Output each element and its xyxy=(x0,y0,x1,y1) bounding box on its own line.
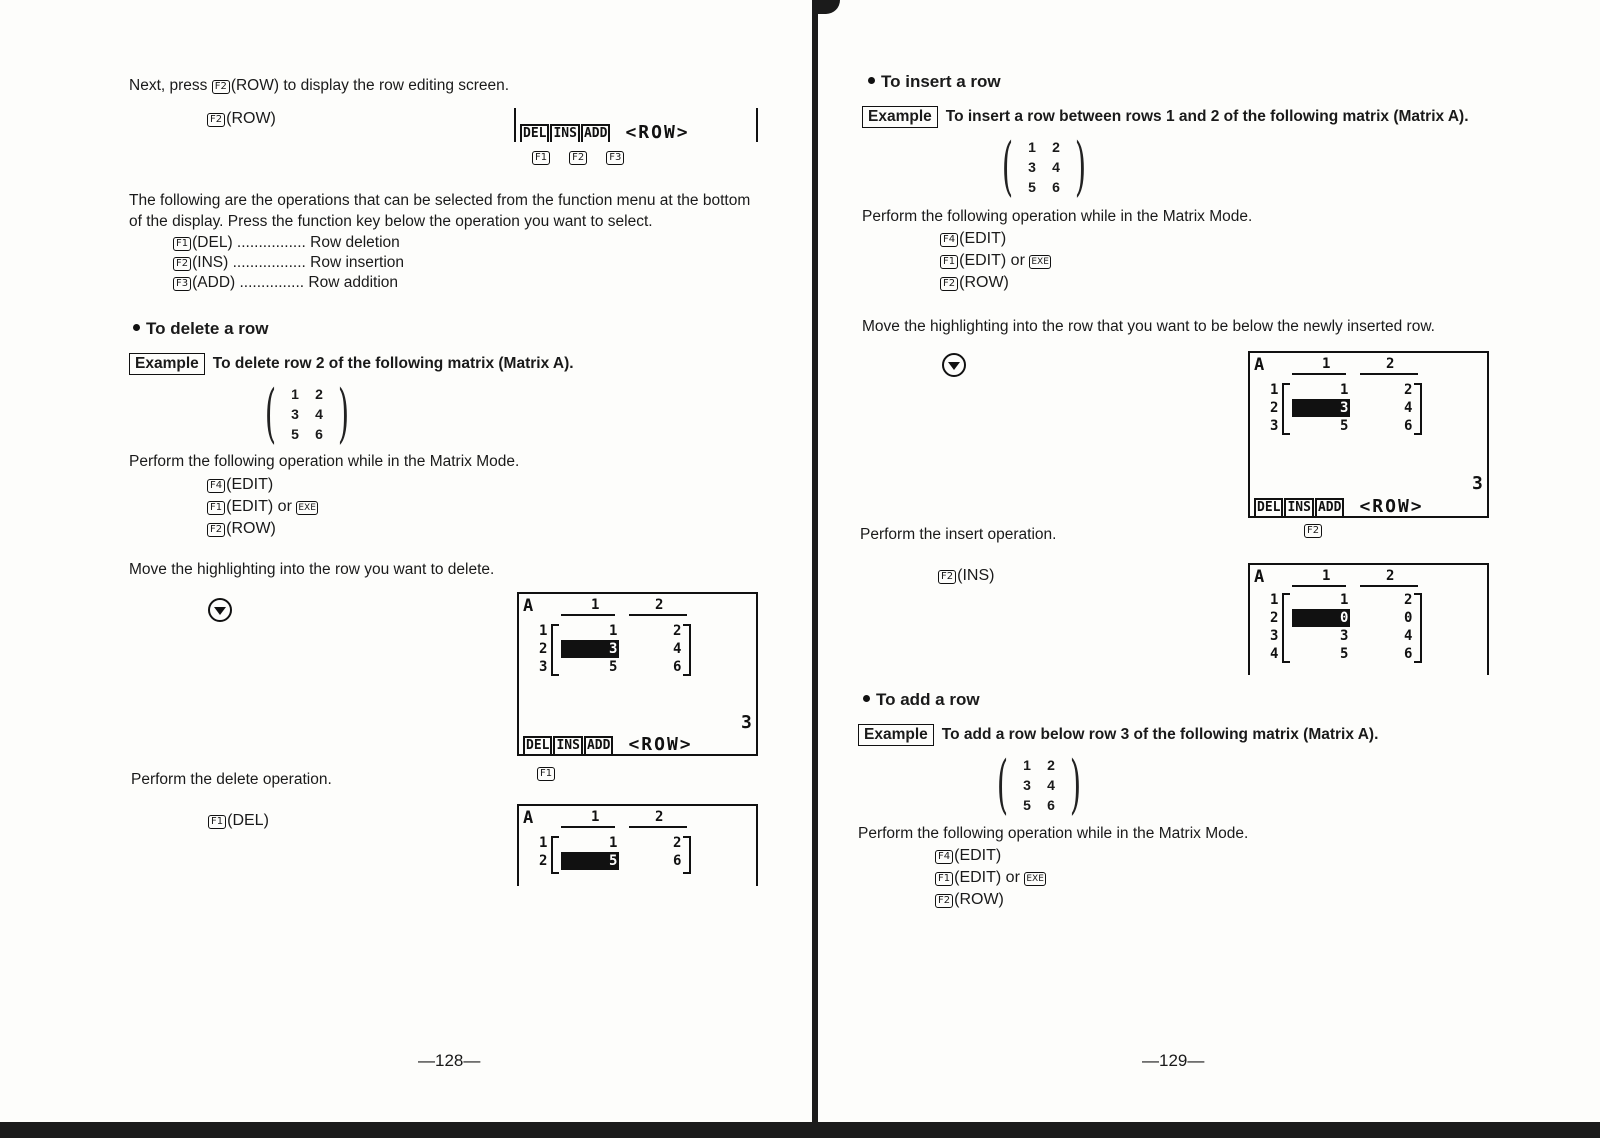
col-header: 1 xyxy=(591,809,600,825)
cell-value: 2 xyxy=(673,835,682,851)
matrix-grid xyxy=(1015,755,1063,815)
menu-tab-del[interactable]: DEL xyxy=(520,124,549,142)
intro-line xyxy=(129,76,509,96)
row-menu xyxy=(523,736,693,754)
example-text: To delete row 2 of the following matrix (Matrix A). xyxy=(212,355,574,372)
bullet-icon xyxy=(133,324,140,331)
matrix-grid xyxy=(1020,137,1068,197)
add-row-heading xyxy=(863,690,980,710)
menu-tab-ins[interactable]: INS xyxy=(553,736,582,754)
f4-key-icon: F4 xyxy=(940,233,958,247)
matrix-screen-after-insert xyxy=(1248,563,1489,675)
cell-value: 5 xyxy=(1340,646,1349,662)
op-row-add xyxy=(173,273,404,293)
row-header: 1 xyxy=(539,835,548,851)
example-label: Example xyxy=(862,106,938,128)
right-paren: ) xyxy=(1069,748,1082,822)
step-label: (ROW) xyxy=(226,520,276,537)
menu-tab-del[interactable]: DEL xyxy=(523,736,552,754)
f1-key-icon: F1 xyxy=(940,255,958,269)
step-edit-or-exe xyxy=(207,496,319,518)
matrix-a xyxy=(258,377,356,451)
matrix-cell: 4 xyxy=(1047,777,1055,793)
col-underline xyxy=(1360,373,1418,375)
step-label: (EDIT) xyxy=(226,476,274,493)
matrix-cell: 3 xyxy=(1023,777,1031,793)
col-header: 2 xyxy=(1386,568,1395,584)
step-label: (DEL) xyxy=(227,812,269,829)
matrix-name: A xyxy=(1254,567,1265,587)
example-label: Example xyxy=(858,724,934,746)
step-edit xyxy=(935,845,1047,867)
f4-key-icon: F4 xyxy=(935,850,953,864)
book-spine xyxy=(812,0,818,1138)
step-label: (INS) xyxy=(957,567,995,584)
f2-key-icon: F2 xyxy=(207,523,225,537)
example-text: To insert a row between rows 1 and 2 of the following matrix (Matrix A). xyxy=(945,108,1469,125)
perform-instruction-add: Perform the following operation while in the Matrix Mode. xyxy=(858,825,1249,842)
col-header: 1 xyxy=(1322,356,1331,372)
step-label: (ROW) xyxy=(959,274,1009,291)
f2-key-icon: F2 xyxy=(212,80,230,94)
step-label: (EDIT) xyxy=(959,230,1007,247)
bullet-icon xyxy=(863,695,870,702)
perform-insert-instruction: Perform the insert operation. xyxy=(860,526,1057,543)
matrix-cell: 1 xyxy=(1023,757,1031,773)
matrix-cell: 5 xyxy=(1028,179,1036,195)
insert-example xyxy=(862,106,1469,128)
f3-key-icon: F3 xyxy=(173,277,191,291)
matrix-screen-before-insert xyxy=(1248,351,1489,518)
operations-paragraph: The following are the operations that can be selected from the function menu at the bottom of the display. Press the function key below the operation you want to select. xyxy=(129,192,751,230)
cell-value: 2 xyxy=(673,623,682,639)
page-number-right: —129— xyxy=(1142,1051,1205,1070)
f4-key-icon: F4 xyxy=(207,479,225,493)
row-header: 2 xyxy=(539,641,548,657)
row-header: 2 xyxy=(539,853,548,869)
op-label: (DEL) xyxy=(192,234,233,251)
col-underline xyxy=(561,614,615,616)
right-paren: ) xyxy=(1074,130,1087,204)
edit-steps xyxy=(207,474,319,540)
edit-steps-add xyxy=(935,845,1047,911)
bracket-right xyxy=(683,624,691,676)
menu-tab-add[interactable]: ADD xyxy=(584,736,613,754)
menu-tab-ins[interactable]: INS xyxy=(1284,498,1313,516)
matrix-cell: 6 xyxy=(1052,179,1060,195)
operations-list xyxy=(173,233,404,293)
cursor-down-key-icon xyxy=(208,598,232,622)
f1-key-icon: F1 xyxy=(173,237,191,251)
move-instruction: Move the highlighting into the row you want to delete. xyxy=(129,561,495,578)
cell-value: 0 xyxy=(1404,610,1413,626)
row-header: 1 xyxy=(1270,382,1279,398)
row-header: 3 xyxy=(1270,628,1279,644)
menu-title: <ROW> xyxy=(1359,496,1424,517)
f2-key-icon: F2 xyxy=(207,113,225,127)
step-label: (EDIT) or xyxy=(954,869,1020,886)
op-desc: Row addition xyxy=(308,274,399,291)
op-dots: ................ xyxy=(232,234,306,251)
cell-value: 6 xyxy=(1404,418,1413,434)
bracket-right xyxy=(683,836,691,874)
step-row xyxy=(207,108,276,130)
edit-steps xyxy=(940,228,1052,294)
cell-value: 5 xyxy=(1340,418,1349,434)
cell-value: 6 xyxy=(1404,646,1413,662)
f2-key-icon: F2 xyxy=(940,277,958,291)
step-edit xyxy=(207,474,319,496)
row-header: 4 xyxy=(1270,646,1279,662)
matrix-cell: 2 xyxy=(1052,139,1060,155)
cursor-down-key-icon xyxy=(942,353,966,377)
row-header: 1 xyxy=(1270,592,1279,608)
step-edit-or-exe xyxy=(935,867,1047,889)
matrix-screen-after-delete xyxy=(517,804,758,886)
cell-value: 2 xyxy=(1404,592,1413,608)
matrix-name: A xyxy=(523,808,534,828)
matrix-a xyxy=(995,130,1093,204)
col-underline xyxy=(1292,373,1346,375)
cell-value: 6 xyxy=(673,853,682,869)
f2-key-icon[interactable]: F2 xyxy=(569,151,587,165)
matrix-screen-before-delete xyxy=(517,592,758,756)
cell-value-highlighted: 5 xyxy=(609,853,618,869)
op-dots: ................. xyxy=(228,254,306,271)
perform-delete-instruction: Perform the delete operation. xyxy=(131,771,332,788)
cursor-row-indicator: 3 xyxy=(1472,473,1483,494)
matrix-name: A xyxy=(1254,355,1265,375)
matrix-a-add xyxy=(990,748,1088,822)
menu-tab-add[interactable]: ADD xyxy=(581,124,610,142)
matrix-cell: 3 xyxy=(291,406,299,422)
intro-pre: Next, press xyxy=(129,77,212,94)
delete-example xyxy=(129,353,574,375)
cursor-row-indicator: 3 xyxy=(741,712,752,733)
cell-value: 1 xyxy=(609,835,618,851)
col-header: 1 xyxy=(1322,568,1331,584)
op-row-delete xyxy=(173,233,404,253)
col-underline xyxy=(561,826,615,828)
col-header: 2 xyxy=(655,809,664,825)
menu-title: <ROW> xyxy=(625,122,690,143)
menu-title: <ROW> xyxy=(628,734,693,755)
left-paren: ( xyxy=(264,377,277,451)
col-header: 2 xyxy=(655,597,664,613)
f1-key-icon: F1 xyxy=(207,501,225,515)
op-dots: ............... xyxy=(235,274,305,291)
step-row-label: (ROW) xyxy=(226,110,276,127)
cell-value-highlighted: 0 xyxy=(1340,610,1349,626)
f2-key-icon: F2 xyxy=(173,257,191,271)
cell-value: 1 xyxy=(609,623,618,639)
exe-key-icon: EXE xyxy=(298,503,316,513)
row-header: 1 xyxy=(539,623,548,639)
col-header: 1 xyxy=(591,597,600,613)
f1-key-icon: F1 xyxy=(537,767,555,781)
step-label: (EDIT) xyxy=(954,847,1002,864)
bracket-left xyxy=(551,624,559,676)
op-desc: Row insertion xyxy=(310,254,405,271)
step-edit xyxy=(940,228,1052,250)
cell-value-highlighted: 3 xyxy=(609,641,618,657)
step-label: (EDIT) or xyxy=(959,252,1025,269)
matrix-grid xyxy=(283,384,331,444)
op-desc: Row deletion xyxy=(310,234,400,251)
matrix-cell: 4 xyxy=(1052,159,1060,175)
op-label: (ADD) xyxy=(192,274,236,291)
row-header: 2 xyxy=(1270,610,1279,626)
bracket-left xyxy=(551,836,559,874)
exe-key-icon: EXE xyxy=(1031,257,1049,267)
row-menu xyxy=(520,124,690,142)
cell-value: 3 xyxy=(1340,628,1349,644)
f1-key-icon: F1 xyxy=(208,815,226,829)
cell-value: 1 xyxy=(1340,592,1349,608)
insert-row-heading xyxy=(868,72,1001,92)
step-row xyxy=(935,889,1047,911)
col-underline xyxy=(1292,585,1346,587)
exe-key-icon: EXE xyxy=(1026,874,1044,884)
matrix-cell: 2 xyxy=(315,386,323,402)
example-label: Example xyxy=(129,353,205,375)
perform-instruction: Perform the following operation while in the Matrix Mode. xyxy=(129,453,520,470)
row-header: 2 xyxy=(1270,400,1279,416)
row-header: 3 xyxy=(1270,418,1279,434)
matrix-cell: 1 xyxy=(291,386,299,402)
col-header: 2 xyxy=(1386,356,1395,372)
cell-value: 4 xyxy=(1404,628,1413,644)
add-example xyxy=(858,724,1378,746)
bracket-right xyxy=(1414,383,1422,435)
cell-value: 5 xyxy=(609,659,618,675)
left-paren: ( xyxy=(996,748,1009,822)
step-row xyxy=(207,518,319,540)
heading-text: To delete a row xyxy=(146,319,269,338)
menu-tab-del[interactable]: DEL xyxy=(1254,498,1283,516)
step-row xyxy=(940,272,1052,294)
op-label: (INS) xyxy=(192,254,229,271)
f3-key-icon[interactable]: F3 xyxy=(606,151,624,165)
page-number-left: —128— xyxy=(418,1051,481,1070)
menu-tab-ins[interactable]: INS xyxy=(550,124,579,142)
row-header: 3 xyxy=(539,659,548,675)
example-text: To add a row below row 3 of the following matrix (Matrix A). xyxy=(941,726,1379,743)
right-paren: ) xyxy=(337,377,350,451)
function-keys xyxy=(532,151,625,165)
cell-value: 4 xyxy=(673,641,682,657)
menu-tab-add[interactable]: ADD xyxy=(1315,498,1344,516)
bracket-left xyxy=(1282,593,1290,663)
op-row-insert xyxy=(173,253,404,273)
step-label: (EDIT) or xyxy=(226,498,292,515)
step-edit-or-exe xyxy=(940,250,1052,272)
perform-instruction: Perform the following operation while in the Matrix Mode. xyxy=(862,208,1253,225)
f2-key-icon: F2 xyxy=(938,570,956,584)
move-instruction: Move the highlighting into the row that you want to be below the newly inserted row. xyxy=(862,318,1435,335)
cell-value: 2 xyxy=(1404,382,1413,398)
matrix-cell: 5 xyxy=(291,426,299,442)
matrix-name: A xyxy=(523,596,534,616)
bracket-left xyxy=(1282,383,1290,435)
intro-post: (ROW) to display the row editing screen. xyxy=(230,77,510,94)
step-del xyxy=(208,810,269,832)
col-underline xyxy=(629,826,687,828)
step-ins xyxy=(938,565,994,587)
cell-value: 4 xyxy=(1404,400,1413,416)
delete-row-heading xyxy=(133,319,269,339)
bracket-right xyxy=(1414,593,1422,663)
f2-key-icon: F2 xyxy=(935,894,953,908)
left-paren: ( xyxy=(1001,130,1014,204)
cell-value-highlighted: 3 xyxy=(1340,400,1349,416)
f1-key-icon[interactable]: F1 xyxy=(532,151,550,165)
cell-value: 1 xyxy=(1340,382,1349,398)
f2-key-icon: F2 xyxy=(1304,524,1322,538)
row-menu xyxy=(1254,498,1424,516)
row-menu-screen xyxy=(514,108,758,142)
matrix-cell: 2 xyxy=(1047,757,1055,773)
matrix-cell: 6 xyxy=(1047,797,1055,813)
matrix-cell: 4 xyxy=(315,406,323,422)
step-label: (ROW) xyxy=(954,891,1004,908)
heading-text: To insert a row xyxy=(881,72,1001,91)
col-underline xyxy=(629,614,687,616)
matrix-cell: 3 xyxy=(1028,159,1036,175)
matrix-cell: 5 xyxy=(1023,797,1031,813)
right-page xyxy=(818,0,1600,1122)
matrix-cell: 6 xyxy=(315,426,323,442)
col-underline xyxy=(1360,585,1418,587)
matrix-cell: 1 xyxy=(1028,139,1036,155)
bullet-icon xyxy=(868,77,875,84)
cell-value: 6 xyxy=(673,659,682,675)
heading-text: To add a row xyxy=(876,690,980,709)
f1-key-icon: F1 xyxy=(935,872,953,886)
scan-bottom-edge xyxy=(0,1122,1600,1138)
